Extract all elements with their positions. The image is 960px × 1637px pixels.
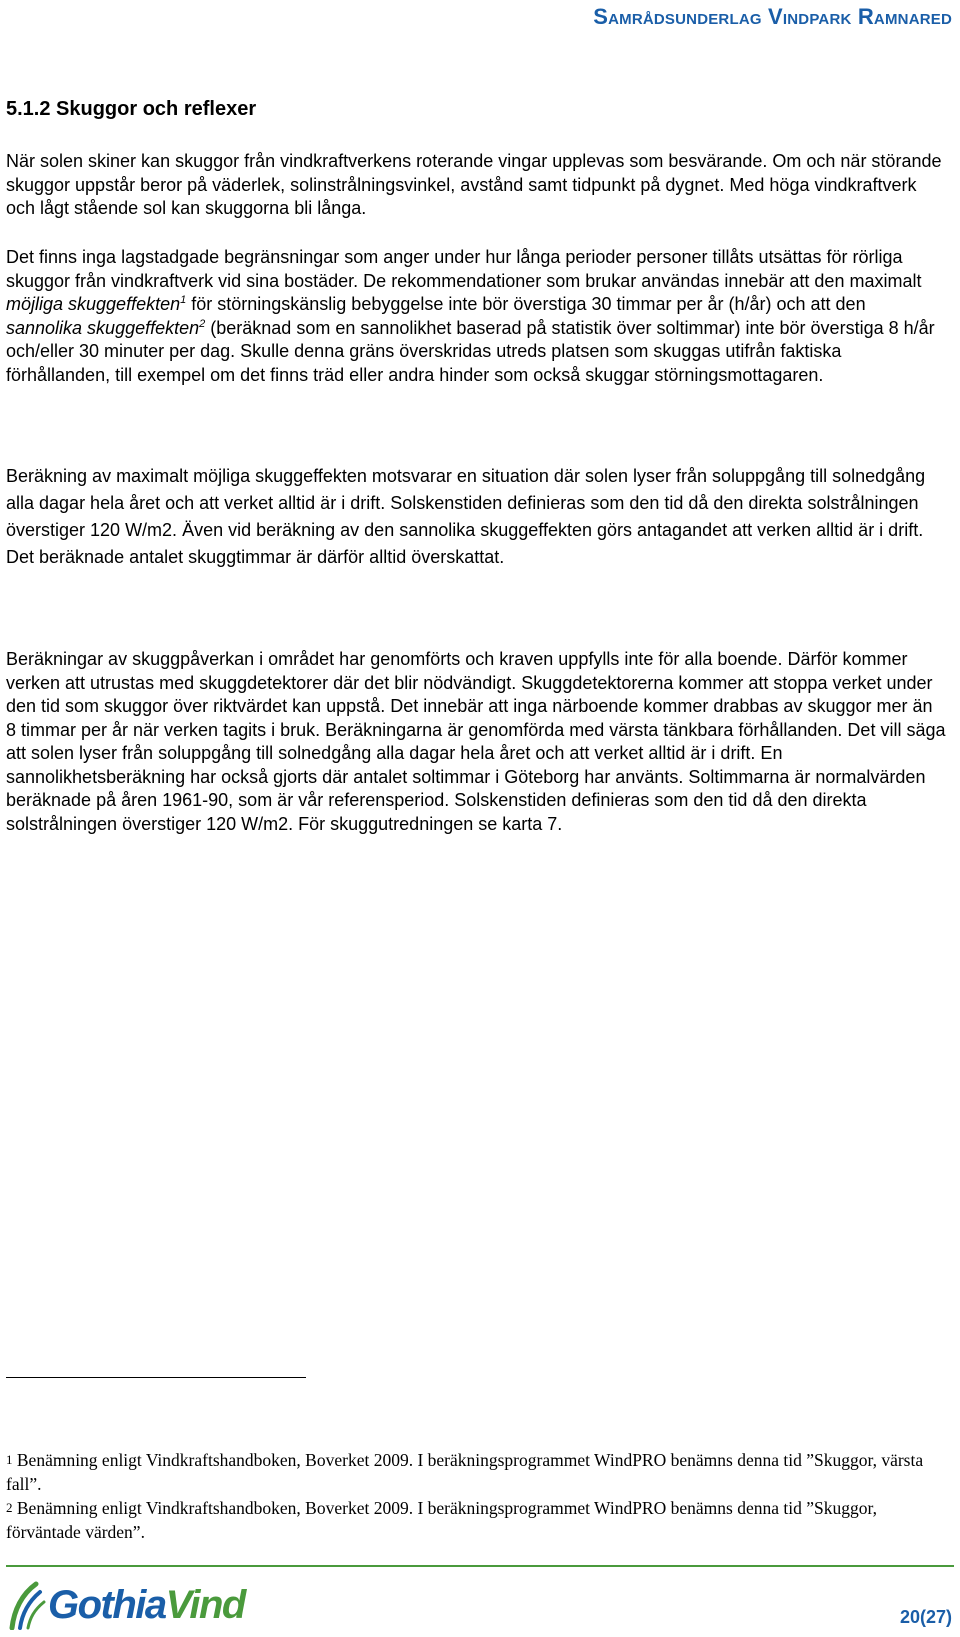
term-probable-shadow-effect: sannolika skuggeffekten: [6, 317, 200, 338]
term-possible-shadow-effect: möjliga skuggeffekten: [6, 294, 181, 314]
paragraph-results: Beräkningar av skuggpåverkan i området har genomförts och kraven uppfylls inte för alla boende. Därför kommer verken att utrustas med skuggdetektorer där det blir nödvändigt. Skuggdetektorerna kommer att stoppa verket under den tid som skuggor över riktvärdet kan uppstå. Det innebär att inga närboende kommer drabbas av skuggor mer än 8 timmar per år när verken tagits i bruk. Beräkningarna är genomförda med värsta tänkbara förhållanden. Det vill säga att solen lyser från soluppgång till solnedgång alla dagar hela året och att verket alltid är i drift. En sannolikhetsberäkning har också gjorts där antalet soltimmar i Göteborg har använts. Soltimmarna är normalvärden beräknade på åren 1961-90, som är vår referensperiod. Solskenstiden definieras som den tid då den direkta solstrålningen överstiger 120 W/m2. För skuggutredningen se karta 7.: [6, 649, 946, 834]
paragraph-text: (beräknad som en sannolikhet baserad på statistik över soltimmar) inte bör överstiga 8 h/år och/eller 30 minuter per dag. Skulle denna gräns överskridas utreds platsen som skuggas utifrån faktiska förhållanden, till exempel om det finns träd eller andra hinder som också skuggar störningsmottagaren.: [6, 317, 935, 385]
logo-text-gothia: Gothia: [48, 1582, 166, 1627]
logo-wordmark: [48, 1583, 245, 1628]
paragraph-intro: När solen skiner kan skuggor från vindkraftverkens roterande vingar upplevas som besvärande. Om och när störande skuggor uppstår beror på väderlek, solinstrålningsvinkel, avstånd samt tidpunkt på dygnet. Med höga vindkraftverk och lågt stående sol kan skuggorna bli långa.: [6, 151, 942, 218]
document-header-title: Samrådsunderlag Vindpark Ramnared: [593, 4, 952, 29]
paragraph-text: Det finns inga lagstadgade begränsningar som anger under hur långa perioder personer tillåts utsättas för rörliga skuggor från vindkraftverk vid sina bostäder. De rekommendationer som brukar användas innebär att den maximalt: [6, 247, 922, 291]
footnote-1: [6, 1448, 946, 1496]
gothiavind-logo: [6, 1578, 266, 1632]
footnote-divider: [6, 1377, 306, 1378]
footnote-reference-1[interactable]: 1: [180, 294, 187, 306]
paragraph-text: för störningskänslig bebyggelse inte bör överstiga 30 timmar per år (h/år) och att den: [186, 294, 866, 314]
footnote-reference-2[interactable]: 2: [199, 317, 206, 330]
paragraph-recommendations: [6, 246, 946, 387]
footer-divider: [6, 1565, 954, 1567]
footnote-2: [6, 1496, 946, 1544]
footnote-marker: 2: [6, 1500, 13, 1515]
paragraph-calculation: Beräkning av maximalt möjliga skuggeffekten motsvarar en situation där solen lyser från soluppgång till solnedgång alla dagar hela året och att verket alltid är i drift. Solskenstiden definieras som den tid då den direkta solstrålningen överstiger 120 W/m2. Även vid beräkning av den sannolika skuggeffekten görs antagandet att verken alltid är i drift. Det beräknade antalet skuggtimmar är därför alltid överskattat.: [6, 466, 926, 567]
footnote-text: Benämning enligt Vindkraftshandboken, Boverket 2009. I beräkningsprogrammet WindPRO benämns denna tid ”Skuggor, förväntade värden”.: [6, 1498, 877, 1542]
logo-text-vind: Vind: [165, 1582, 245, 1627]
page-number: 20(27): [899, 1607, 952, 1627]
footnote-text: Benämning enligt Vindkraftshandboken, Boverket 2009. I beräkningsprogrammet WindPRO benämns denna tid ”Skuggor, värsta fall”.: [6, 1450, 924, 1494]
section-heading: 5.1.2 Skuggor och reflexer: [6, 98, 257, 120]
footnote-marker: 1: [6, 1452, 13, 1467]
wind-turbine-logo-icon: [6, 1580, 46, 1630]
